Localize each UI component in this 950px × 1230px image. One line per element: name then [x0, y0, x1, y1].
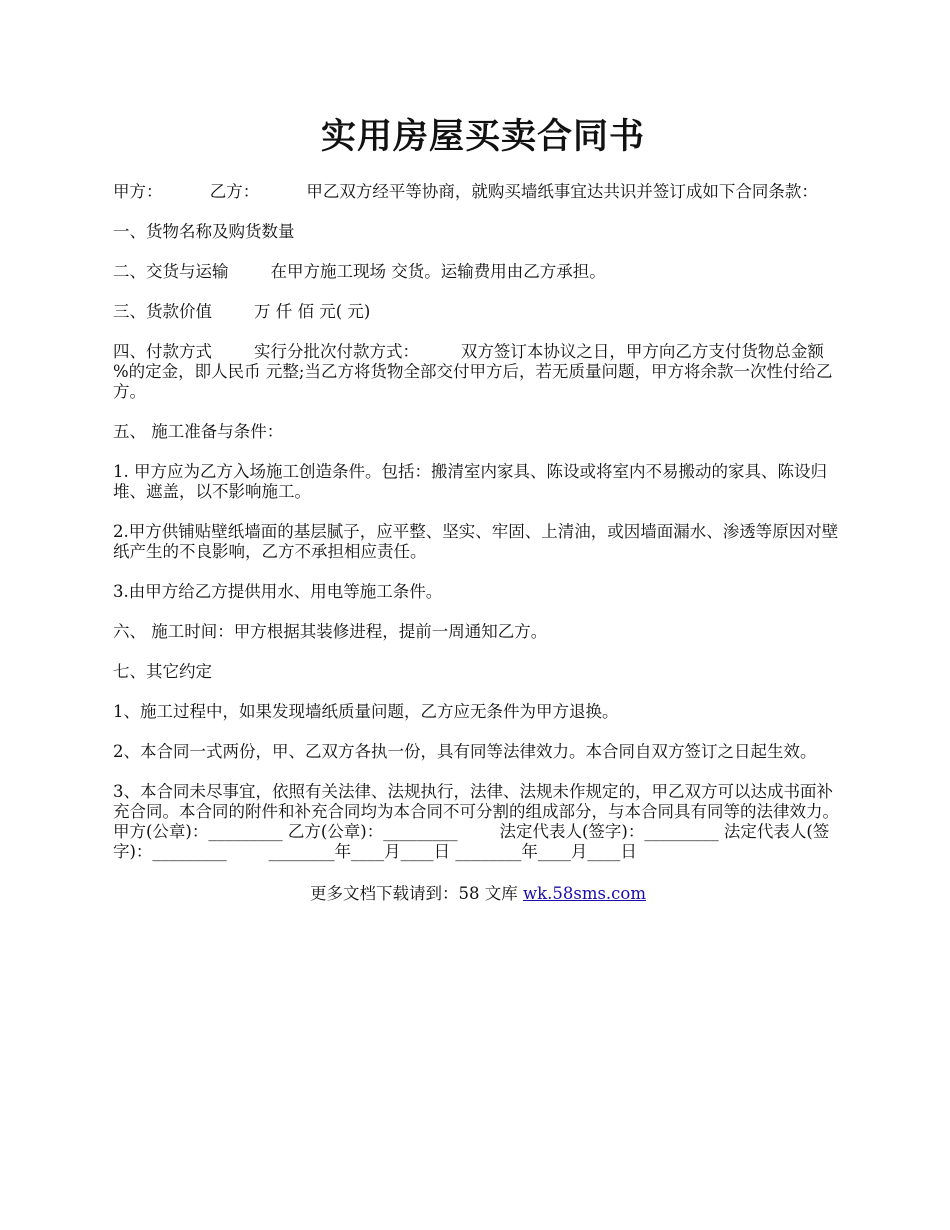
footer: [113, 884, 843, 904]
paragraph-clause-7: 七、其它约定: [113, 662, 212, 681]
paragraph-clause-2: 二、交货与运输 在甲方施工现场 交货。运输费用由乙方承担。: [113, 262, 606, 281]
paragraph-clause-5-2: 2.甲方供铺贴壁纸墙面的基层腻子，应平整、坚实、牢固、上清油，或因墙面漏水、渗透等原因对壁纸产生的不良影响，乙方不承担相应责任。: [113, 522, 839, 561]
paragraph-clause-7-2: 2、本合同一式两份，甲、乙双方各执一份，具有同等法律效力。本合同自双方签订之日起生效。: [113, 742, 817, 761]
paragraph-parties: 甲方： 乙方： 甲乙双方经平等协商，就购买墙纸事宜达共识并签订成如下合同条款：: [113, 182, 818, 201]
paragraph-clause-7-1: 1、施工过程中，如果发现墙纸质量问题，乙方应无条件为甲方退换。: [113, 702, 619, 721]
paragraph-clause-3: 三、货款价值 万 仟 佰 元( 元): [113, 302, 371, 321]
footer-link[interactable]: wk.58sms.com: [522, 884, 646, 903]
paragraph-clause-5-3: 3.由甲方给乙方提供用水、用电等施工条件。: [113, 582, 443, 601]
document-page: [113, 0, 881, 904]
paragraph-clause-6: 六、 施工时间：甲方根据其装修进程，提前一周通知乙方。: [113, 622, 548, 641]
footer-text: 更多文档下载请到：58 文库: [309, 884, 523, 903]
document-title: 实用房屋买卖合同书: [320, 116, 645, 157]
paragraph-clause-4: 四、付款方式 实行分批次付款方式： 双方签订本协议之日，甲方向乙方支付货物总金额 %的定金，即人民币 元整;当乙方将货物全部交付甲方后，若无质量问题，甲方将余款一次性付给乙方。: [113, 342, 833, 401]
paragraph-clause-7-3-signatures: 3、本合同未尽事宜，依照有关法律、法规执行，法律、法规未作规定的，甲乙双方可以达成书面补充合同。本合同的附件和补充合同均为本合同不可分割的组成部分，与本合同具有同等的法律效力。 甲方(公章)：_________ 乙方(公章)：_________ 法定代表人(签字)：_________ 法定代表人(签字)：_________ ________年____月____日 ________年____月____日: [113, 782, 881, 861]
paragraph-clause-5: 五、 施工准备与条件：: [113, 422, 284, 441]
paragraph-clause-5-1: 1. 甲方应为乙方入场施工创造条件。包括：搬清室内家具、陈设或将室内不易搬动的家具、陈设归堆、遮盖，以不影响施工。: [113, 462, 827, 501]
paragraph-clause-1: 一、货物名称及购货数量: [113, 222, 295, 241]
